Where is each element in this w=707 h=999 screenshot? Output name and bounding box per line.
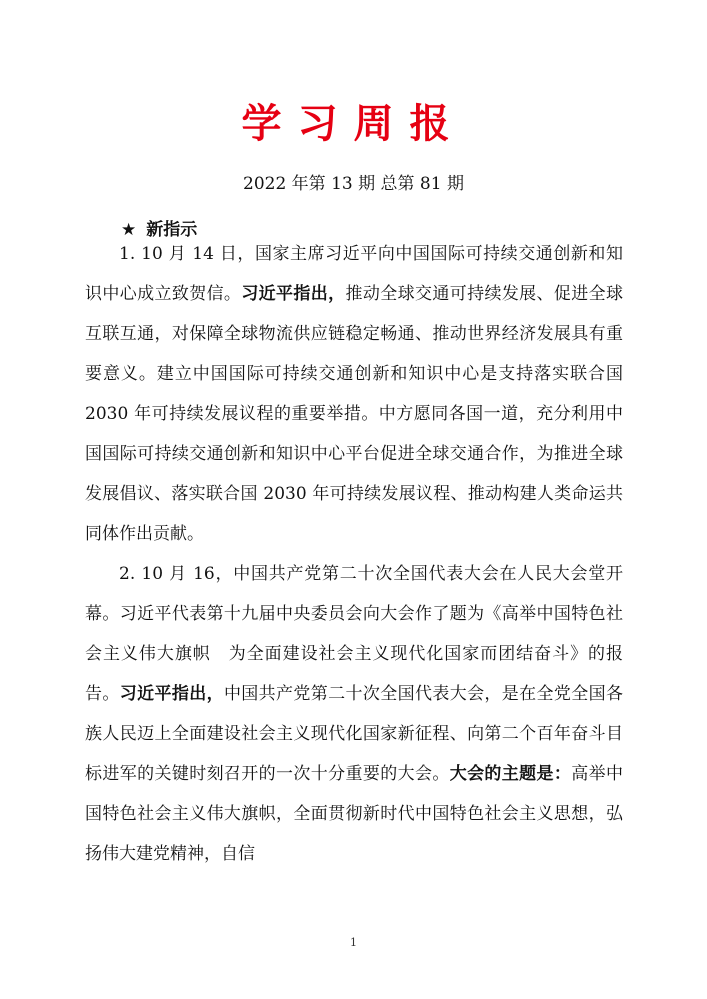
issue-line: 2022 年第 13 期 总第 81 期 bbox=[243, 174, 464, 194]
section-label: 新指示 bbox=[146, 220, 198, 240]
para-2-emphasis-1: 习近平指出， bbox=[119, 684, 224, 704]
para-1-text-b: 推动全球交通可持续发展、促进全球互联互通，对保障全球物流供应链稳定畅通、推动世界经济发展具有重要意义。建立中国国际可持续交通创新和知识中心是支持落实联合国 2030 年可持续发展议程的重要举措。中方愿同各国一道，充分利用中国国际可持续交通创新和知识中心平台促进全球交通合作，为推进全球发展倡议、落实联合国 2030 年可持续发展议程、推动构建人类命运共同体作出贡献。 bbox=[85, 284, 624, 544]
para-1-text-a: 1. 10 月 14 日，国家主席习近平向中国国际可持续交通创新和知识中心成立致贺信。 bbox=[85, 244, 623, 304]
newsletter-title: 学习周报 bbox=[241, 101, 466, 147]
star-icon: ★ bbox=[121, 220, 137, 240]
para-1-emphasis: 习近平指出， bbox=[241, 284, 346, 304]
body-text bbox=[85, 234, 623, 874]
para-2-text-b: 中国共产党第二十次全国代表大会，是在全党全国各族人民迈上全面建设社会主义现代化国家新征程、向第二个百年奋斗目标进军的关键时刻召开的一次十分重要的大会。 bbox=[85, 684, 624, 784]
paragraph-2 bbox=[85, 554, 623, 874]
paragraph-1 bbox=[85, 234, 623, 554]
para-2-text-c: 高举中国特色社会主义伟大旗帜，全面贯彻新时代中国特色社会主义思想，弘扬伟大建党精神，自信 bbox=[85, 764, 624, 864]
para-2-emphasis-2: 大会的主题是： bbox=[449, 764, 572, 784]
page-number: 1 bbox=[350, 936, 357, 949]
para-2-text-a: 2. 10 月 16，中国共产党第二十次全国代表大会在人民大会堂开幕。习近平代表第十九届中央委员会向大会作了题为《高举中国特色社会主义伟大旗帜 为全面建设社会主义现代化国家而团结奋斗》的报告。 bbox=[85, 564, 623, 704]
